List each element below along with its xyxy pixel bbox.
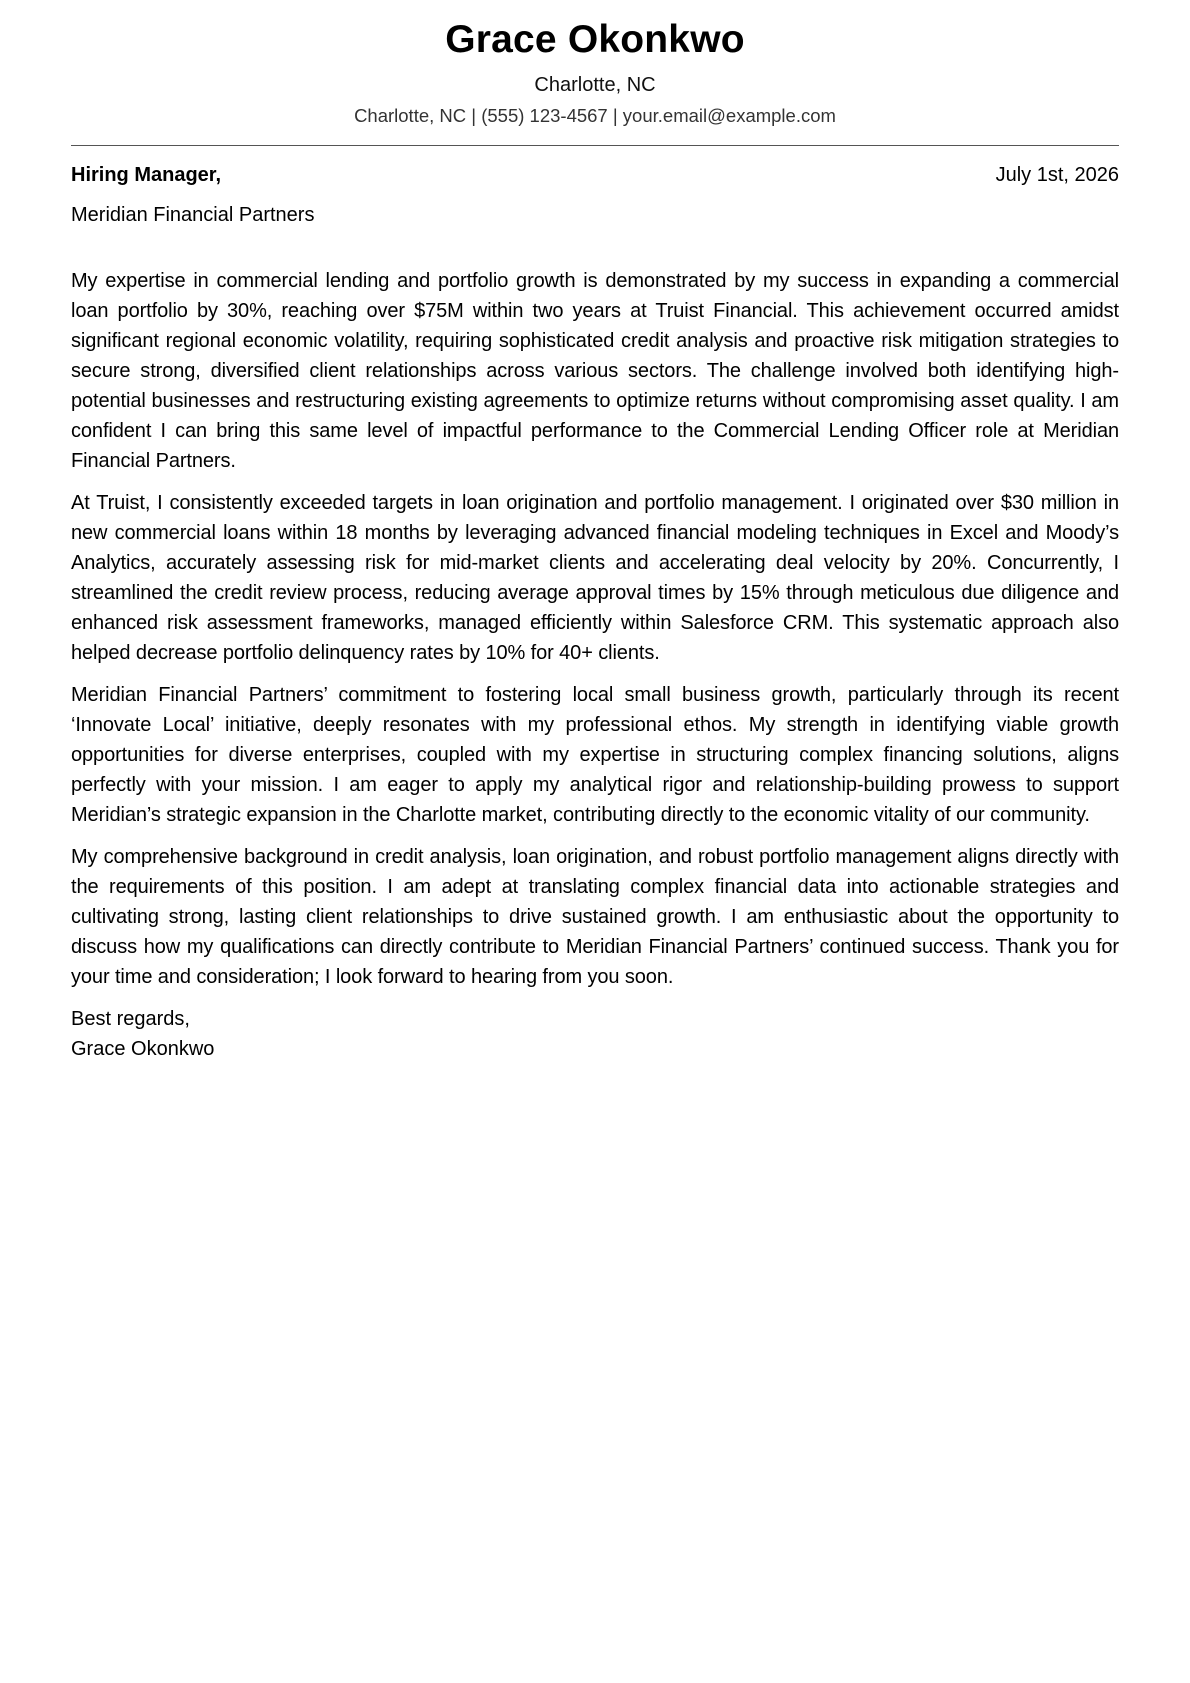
letter-header [71,0,1119,129]
letter-body [71,266,1119,992]
body-paragraph-2: At Truist, I consistently exceeded targets in loan origination and portfolio management. I originated over $30 million in new commercial loans within 18 months by leveraging advanced financial modeling techniques in Excel and Moody’s Analytics, accurately assessing risk for mid-market clients and accelerating deal velocity by 20%. Concurrently, I streamlined the credit review process, reducing average approval times by 15% through meticulous due diligence and enhanced risk assessment frameworks, managed efficiently within Salesforce CRM. This systematic approach also helped decrease portfolio delinquency rates by 10% for 40+ clients. [71,492,1119,664]
recipient: Hiring Manager, [71,164,222,186]
company-name: Meridian Financial Partners [71,204,315,226]
body-paragraph-1: My expertise in commercial lending and portfolio growth is demonstrated by my success in expanding a commercial loan portfolio by 30%, reaching over $75M within two years at Truist Financial. This achievement occurred amidst significant regional economic volatility, requiring sophisticated credit analysis and proactive risk mitigation strategies to secure strong, diversified client relationships across various sectors. The challenge involved both identifying high-potential businesses and restructuring existing agreements to optimize returns without compromising asset quality. I am confident I can bring this same level of impactful performance to the Commercial Lending Officer role at Meridian Financial Partners. [71,270,1119,472]
applicant-location: Charlotte, NC [534,74,656,96]
contact-line: Charlotte, NC | (555) 123-4567 | your.email@example.com [354,105,836,126]
body-paragraph-4: My comprehensive background in credit analysis, loan origination, and robust portfolio management aligns directly with the requirements of this position. I am adept at translating complex financial data into actionable strategies and cultivating strong, lasting client relationships to drive sustained growth. I am enthusiastic about the opportunity to discuss how my qualifications can directly contribute to Meridian Financial Partners’ continued success. Thank you for your time and consideration; I look forward to hearing from you soon. [71,846,1119,988]
letter-date: July 1st, 2026 [995,164,1119,186]
header-divider [71,145,1119,146]
signature-name: Grace Okonkwo [71,1038,215,1060]
recipient-date-row [71,161,1119,189]
applicant-name: Grace Okonkwo [445,18,745,61]
closing-salutation: Best regards, [71,1008,190,1030]
body-paragraph-3: Meridian Financial Partners’ commitment to fostering local small business growth, particularly through its recent ‘Innovate Local’ initiative, deeply resonates with my professional ethos. My strength in identifying viable growth opportunities for diverse enterprises, coupled with my expertise in structuring complex financing solutions, aligns perfectly with your mission. I am eager to apply my analytical rigor and relationship-building prowess to support Meridian’s strategic expansion in the Charlotte market, contributing directly to the economic vitality of our community. [71,684,1119,826]
letter-closing [71,1004,1119,1064]
